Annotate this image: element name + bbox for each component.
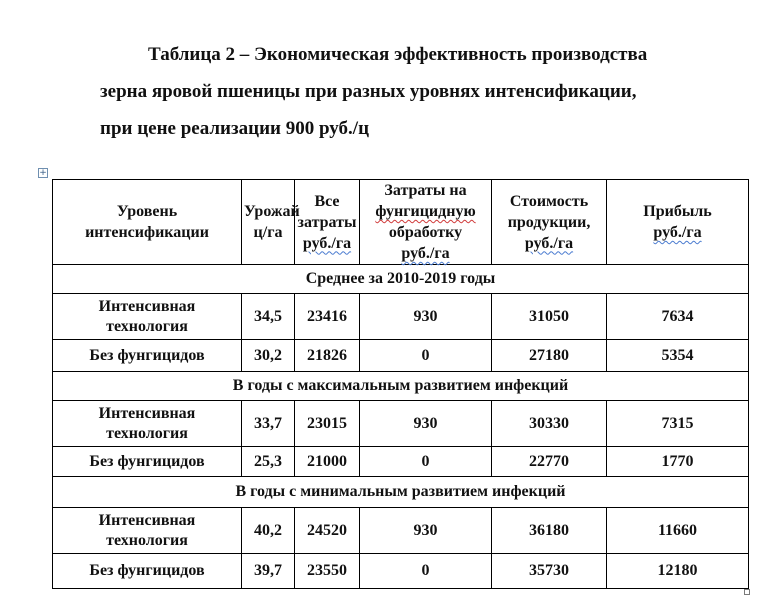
header-product-value-line: Стоимость: [509, 192, 589, 210]
header-yield-line: Урожай: [244, 203, 300, 220]
cell-yield: 33,7: [242, 401, 295, 447]
cell-yield: 30,2: [242, 340, 295, 372]
table-row: [53, 401, 749, 447]
header-profit-line: руб./га: [653, 224, 702, 241]
cell-fungicide-costs: 930: [360, 294, 492, 340]
cell-total-costs: 23550: [295, 554, 360, 589]
section-row: [53, 265, 749, 294]
cell-yield: 34,5: [242, 294, 295, 340]
header-fungicide-costs: [360, 180, 492, 265]
header-product-value-line: продукции,: [507, 213, 591, 231]
cell-level: Без фунгицидов: [53, 447, 242, 477]
header-profit-line: Прибыль: [643, 203, 712, 220]
header-fungicide-line: Затраты на: [384, 182, 467, 199]
header-level-line: Уровень: [116, 203, 178, 220]
cell-fungicide-costs: 930: [360, 508, 492, 554]
efficiency-table: [52, 179, 749, 589]
table-row: [53, 554, 749, 589]
cell-yield: 25,3: [242, 447, 295, 477]
cell-level: [53, 508, 242, 554]
header-fungicide-line: фунгицидную: [375, 203, 476, 220]
header-yield: [242, 180, 300, 265]
cell-profit: 11660: [607, 508, 749, 554]
cell-total-costs: 23015: [295, 401, 360, 447]
section-row: [53, 372, 749, 401]
cell-level-line: технология: [106, 424, 188, 442]
cell-profit: 5354: [607, 340, 749, 372]
cell-profit: 7315: [607, 401, 749, 447]
cell-level-line: Интенсивная: [98, 404, 196, 422]
header-total-costs: [295, 180, 360, 265]
cell-yield: 40,2: [242, 508, 295, 554]
header-fungicide-line: обработку: [388, 224, 463, 241]
header-product-value-line: руб./га: [524, 234, 574, 252]
cell-level-line: Интенсивная: [98, 511, 196, 529]
cell-level-line: технология: [106, 531, 188, 549]
cell-product-value: 30330: [492, 401, 607, 447]
cell-fungicide-costs: 0: [360, 447, 492, 477]
table-row: [53, 447, 749, 477]
cell-total-costs: 23416: [295, 294, 360, 340]
cell-level-line: технология: [106, 317, 188, 335]
caption-line-3: при цене реализации 900 руб./ц: [100, 118, 370, 139]
cell-level: Без фунгицидов: [53, 340, 242, 372]
cell-profit: 7634: [607, 294, 749, 340]
header-level: [53, 180, 242, 265]
cell-level-line: Интенсивная: [98, 297, 196, 315]
table-move-handle-icon[interactable]: +: [39, 168, 47, 178]
header-fungicide-line: руб./га: [401, 245, 450, 262]
cell-fungicide-costs: 0: [360, 554, 492, 589]
header-yield-line: ц/га: [253, 224, 283, 241]
cell-fungicide-costs: 0: [360, 340, 492, 372]
cell-product-value: 31050: [492, 294, 607, 340]
cell-profit: 12180: [607, 554, 749, 589]
cell-profit: 1770: [607, 447, 749, 477]
header-total-costs-line: руб./га: [302, 234, 352, 252]
cell-level: [53, 401, 242, 447]
header-total-costs-line: затраты: [297, 213, 357, 231]
section-title: В годы с минимальным развитием инфекций: [53, 477, 749, 508]
table-caption: [100, 36, 740, 147]
table-row: [53, 294, 749, 340]
table-resize-handle[interactable]: [744, 589, 750, 595]
section-row: [53, 477, 749, 508]
header-product-value: [492, 180, 607, 265]
cell-total-costs: 24520: [295, 508, 360, 554]
cell-yield: 39,7: [242, 554, 295, 589]
cell-total-costs: 21000: [295, 447, 360, 477]
cell-total-costs: 21826: [295, 340, 360, 372]
caption-line-2: зерна яровой пшеницы при разных уровнях интенсификации,: [100, 81, 637, 102]
header-total-costs-line: Все: [314, 192, 340, 210]
section-title: В годы с максимальным развитием инфекций: [53, 372, 749, 401]
cell-level: Без фунгицидов: [53, 554, 242, 589]
caption-line-1: Таблица 2 – Экономическая эффективность производства: [148, 44, 648, 65]
table-row: [53, 340, 749, 372]
table-row: [53, 508, 749, 554]
cell-product-value: 36180: [492, 508, 607, 554]
section-title: Среднее за 2010-2019 годы: [53, 265, 749, 294]
cell-product-value: 35730: [492, 554, 607, 589]
cell-level: [53, 294, 242, 340]
header-level-line: интенсификации: [85, 224, 209, 241]
header-profit: [607, 180, 749, 265]
header-row: [53, 180, 749, 265]
cell-product-value: 27180: [492, 340, 607, 372]
cell-product-value: 22770: [492, 447, 607, 477]
cell-fungicide-costs: 930: [360, 401, 492, 447]
